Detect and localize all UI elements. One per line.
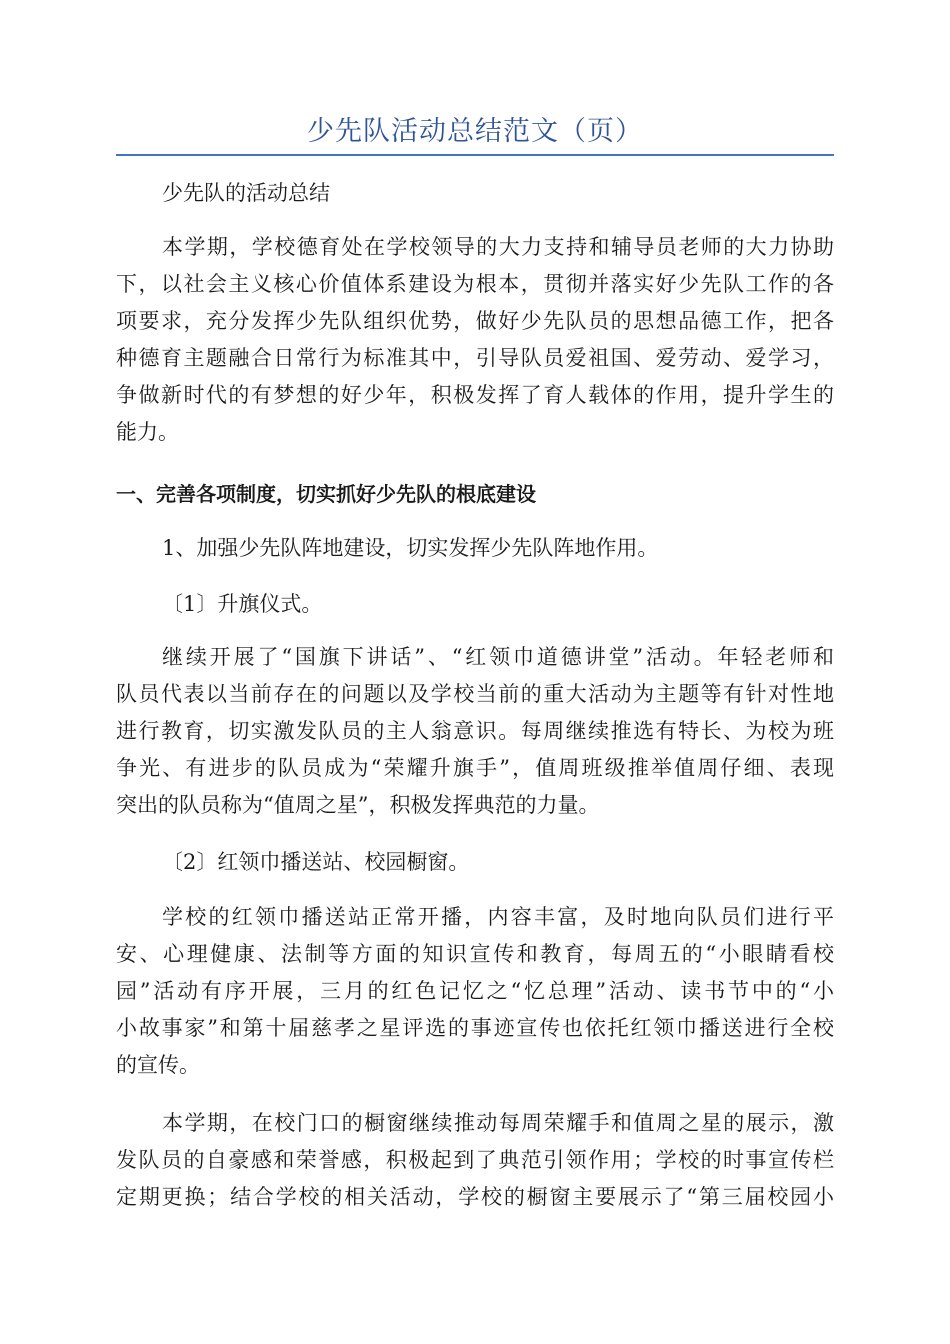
paragraph-1-line-3: 项要求，充分发挥少先队组织优势，做好少先队员的思想品德工作，把各 bbox=[116, 309, 834, 333]
paragraph-1-line-5: 争做新时代的有梦想的好少年，积极发挥了育人载体的作用，提升学生的 bbox=[116, 383, 834, 407]
paragraph-3-line-5: 的宣传。 bbox=[116, 1053, 200, 1077]
paragraph-2-line-3: 进行教育，切实激发队员的主人翁意识。每周继续推选有特长、为校为班 bbox=[116, 719, 834, 743]
paragraph-3-line-2: 安、心理健康、法制等方面的知识宣传和教育，每周五的“小眼睛看校 bbox=[116, 942, 834, 966]
paragraph-2-line-5: 突出的队员称为“值周之星”，积极发挥典范的力量。 bbox=[116, 793, 600, 817]
paragraph-2-line-4: 争光、有进步的队员成为“荣耀升旗手”，值周班级推举值周仔细、表现 bbox=[116, 756, 834, 780]
item-heading-2: 〔2〕红领巾播送站、校园橱窗。 bbox=[162, 850, 470, 874]
section-heading-1: 一、完善各项制度，切实抓好少先队的根底建设 bbox=[116, 482, 536, 506]
item-heading-1: 〔1〕升旗仪式。 bbox=[162, 592, 323, 616]
title-underline bbox=[116, 154, 834, 156]
paragraph-1-line-2: 下，以社会主义核心价值体系建设为根本，贯彻并落实好少先队工作的各 bbox=[116, 272, 834, 296]
paragraph-2-line-1: 继续开展了“国旗下讲话”、“红领巾道德讲堂”活动。年轻老师和 bbox=[162, 645, 834, 669]
document-title: 少先队活动总结范文（页） bbox=[307, 116, 643, 147]
paragraph-4-line-2: 发队员的自豪感和荣誉感，积极起到了典范引领作用；学校的时事宣传栏 bbox=[116, 1148, 834, 1172]
paragraph-4-line-3: 定期更换；结合学校的相关活动，学校的橱窗主要展示了“第三届校园小 bbox=[116, 1185, 834, 1209]
paragraph-1-line-6: 能力。 bbox=[116, 420, 179, 444]
paragraph-1-line-4: 种德育主题融合日常行为标准其中，引导队员爱祖国、爱劳动、爱学习， bbox=[116, 346, 834, 370]
paragraph-3-line-3: 园”活动有序开展，三月的红色记忆之“忆总理”活动、读书节中的“小 bbox=[116, 979, 834, 1003]
subsection-heading-1: 1、加强少先队阵地建设，切实发挥少先队阵地作用。 bbox=[162, 536, 659, 560]
paragraph-3-line-4: 小故事家”和第十届慈孝之星评选的事迹宣传也依托红领巾播送进行全校 bbox=[116, 1016, 834, 1040]
subtitle-line: 少先队的活动总结 bbox=[162, 181, 330, 205]
paragraph-3-line-1: 学校的红领巾播送站正常开播，内容丰富，及时地向队员们进行平 bbox=[162, 905, 834, 929]
paragraph-2-line-2: 队员代表以当前存在的问题以及学校当前的重大活动为主题等有针对性地 bbox=[116, 682, 834, 706]
paragraph-4-line-1: 本学期，在校门口的橱窗继续推动每周荣耀手和值周之星的展示，激 bbox=[162, 1111, 834, 1135]
paragraph-1-line-1: 本学期，学校德育处在学校领导的大力支持和辅导员老师的大力协助 bbox=[162, 235, 834, 259]
